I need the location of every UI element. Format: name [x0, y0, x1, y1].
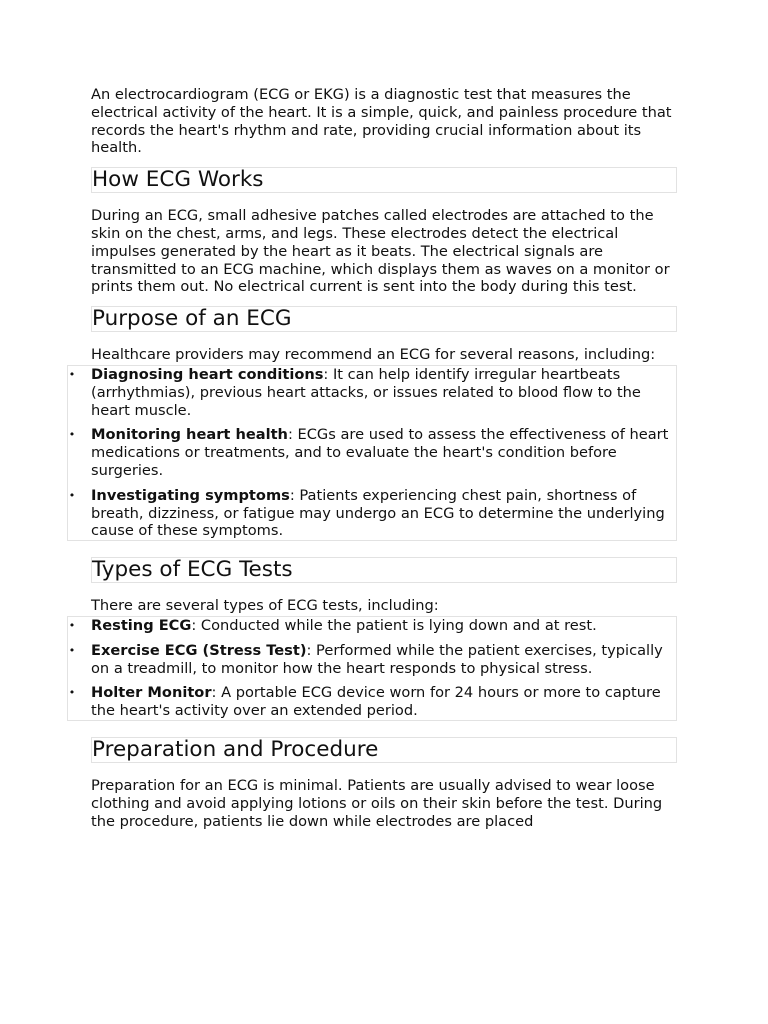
purpose-list — [67, 365, 677, 541]
list-item-description: : A portable ECG device worn for 24 hours or more to capture the heart's activity over an extended period. — [91, 684, 661, 720]
list-item — [68, 641, 676, 678]
how-ecg-works-heading: How ECG Works — [91, 167, 677, 193]
document-body — [68, 86, 677, 830]
list-item — [68, 684, 676, 720]
list-item-term: Investigating symptoms — [91, 486, 290, 504]
bullet-icon: • — [68, 643, 76, 657]
purpose-heading: Purpose of an ECG — [91, 306, 677, 332]
list-item — [68, 426, 676, 479]
list-item-term: Holter Monitor — [91, 684, 212, 702]
list-item-description: : Performed while the patient exercises, typically on a treadmill, to monitor how the heart responds to physical stress. — [91, 641, 663, 677]
list-item-term: Diagnosing heart conditions — [91, 365, 324, 383]
how-ecg-works-paragraph: During an ECG, small adhesive patches called electrodes are attached to the skin on the chest, arms, and legs. These electrodes detect the electrical impulses generated by the heart as it beats. The electrical signals are transmitted to an ECG machine, which displays them as waves on a monitor or prints them out. No electrical current is sent into the body during this test. — [91, 207, 670, 296]
list-item-description: : It can help identify irregular heartbeats (arrhythmias), previous heart attacks, or issues related to blood flow to the heart muscle. — [91, 365, 641, 419]
list-item-term: Exercise ECG (Stress Test) — [91, 641, 307, 659]
types-heading: Types of ECG Tests — [91, 557, 677, 583]
intro-paragraph: An electrocardiogram (ECG or EKG) is a diagnostic test that measures the electrical activity of the heart. It is a simple, quick, and painless procedure that records the heart's rhythm and rate, providing crucial information about its health. — [91, 86, 672, 157]
bullet-icon: • — [68, 367, 76, 381]
bullet-icon: • — [68, 428, 76, 442]
list-item-term: Monitoring heart health — [91, 426, 288, 444]
list-item-description: : Patients experiencing chest pain, shortness of breath, dizziness, or fatigue may undergo an ECG to determine the underlying cause of these symptoms. — [91, 486, 665, 540]
list-item-description: : Conducted while the patient is lying down and at rest. — [191, 616, 597, 634]
types-list — [67, 616, 677, 721]
list-item — [68, 486, 676, 540]
preparation-heading: Preparation and Procedure — [91, 737, 677, 763]
bullet-icon: • — [68, 686, 76, 700]
types-paragraph: There are several types of ECG tests, including: — [91, 597, 439, 615]
list-item — [68, 616, 676, 635]
bullet-icon: • — [68, 618, 76, 632]
bullet-icon: • — [68, 488, 76, 502]
preparation-paragraph: Preparation for an ECG is minimal. Patients are usually advised to wear loose clothing and avoid applying lotions or oils on their skin before the test. During the procedure, patients lie down while electrodes are placed — [91, 776, 663, 830]
purpose-paragraph: Healthcare providers may recommend an ECG for several reasons, including: — [91, 346, 656, 364]
list-item-description: : ECGs are used to assess the effectiveness of heart medications or treatments, and to evaluate the heart's condition before surgeries. — [91, 426, 669, 479]
list-item — [68, 365, 676, 419]
list-item-term: Resting ECG — [91, 616, 192, 634]
